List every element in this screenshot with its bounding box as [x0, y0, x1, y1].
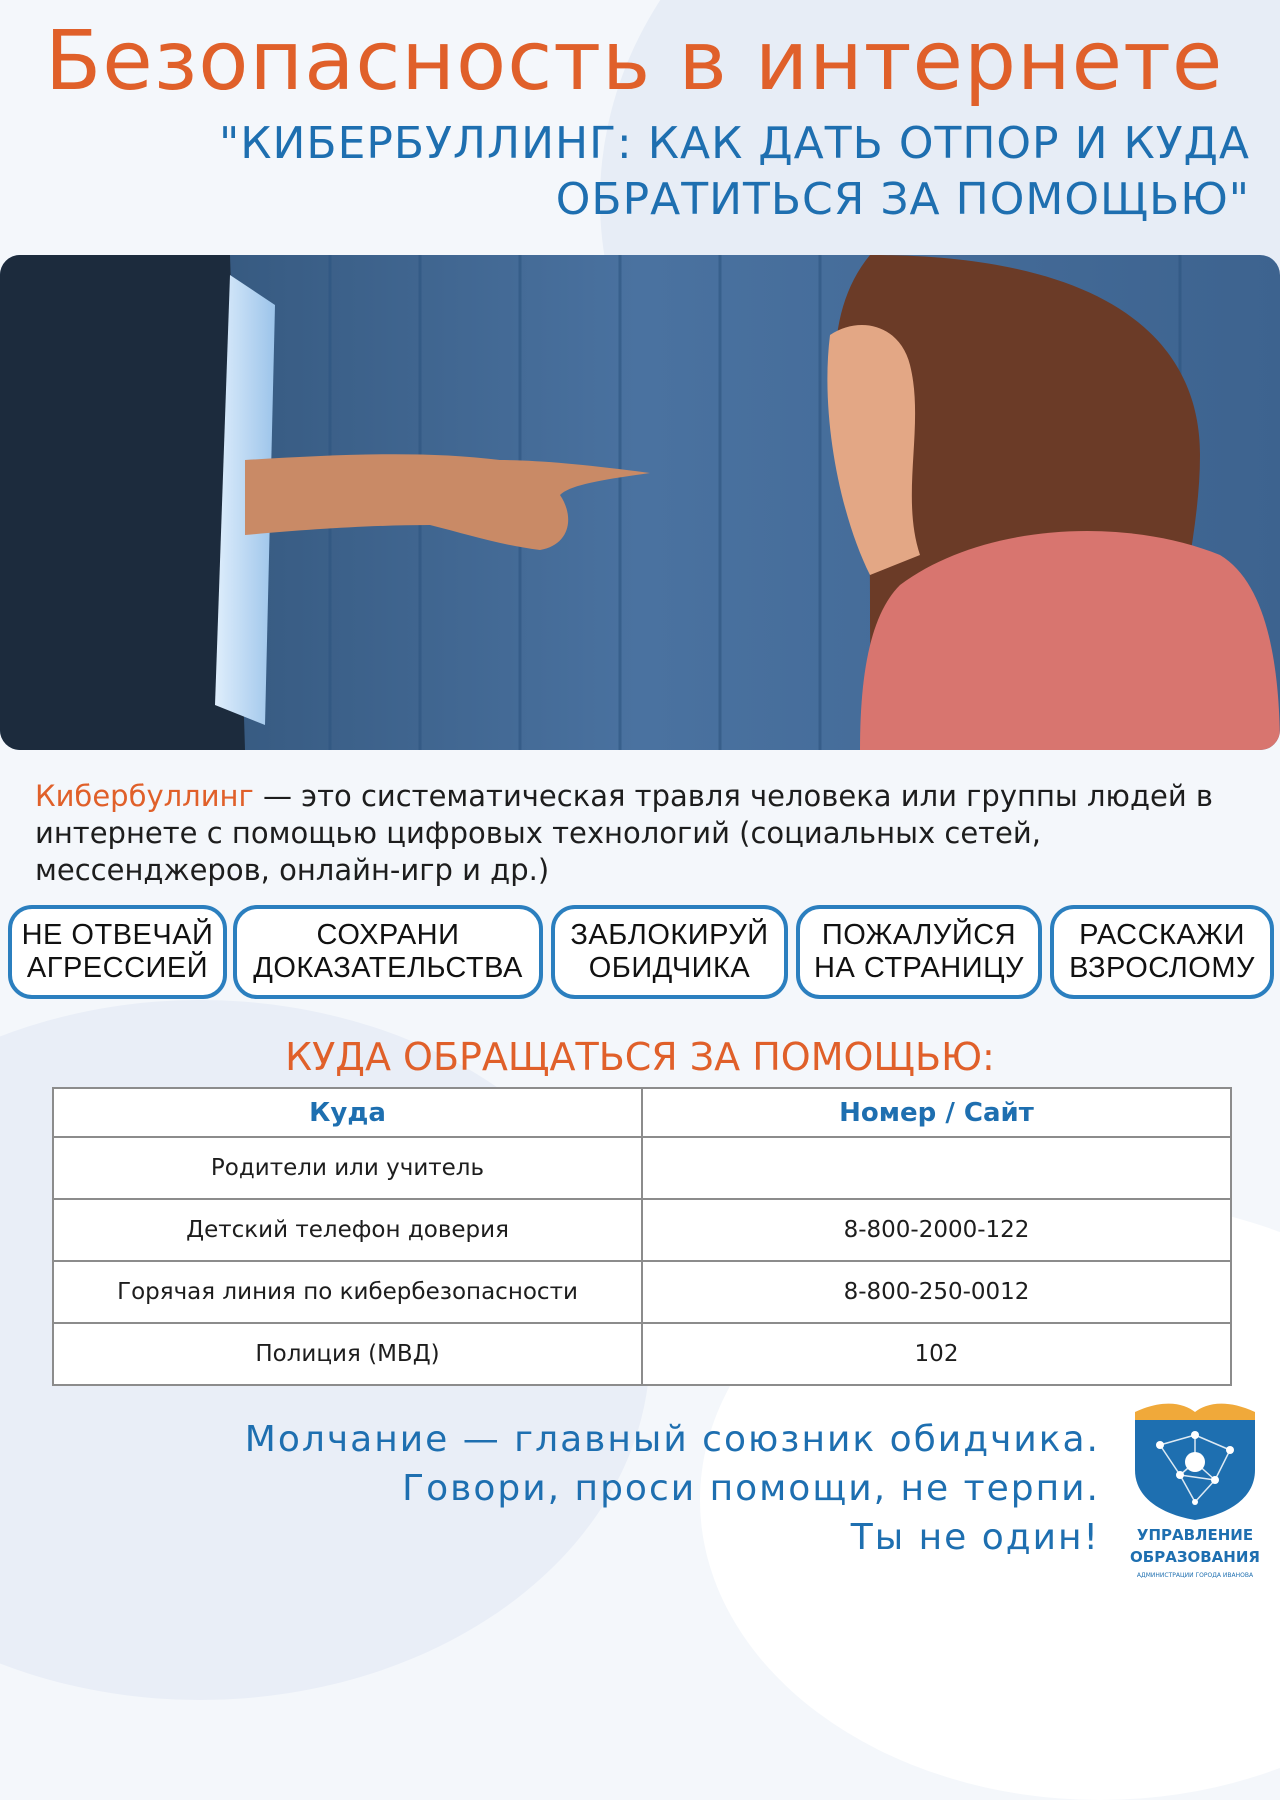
tip-card	[8, 905, 227, 999]
definition-text	[35, 778, 1255, 889]
table-row	[53, 1199, 1231, 1261]
tip-line: ПОЖАЛУЙСЯ	[821, 919, 1017, 951]
column-header: Куда	[53, 1088, 642, 1137]
tip-line: ДОКАЗАТЕЛЬСТВА	[253, 952, 523, 984]
slogan-line: Молчание — главный союзник обидчика.	[244, 1419, 1100, 1460]
table-row	[53, 1261, 1231, 1323]
table-cell	[642, 1137, 1231, 1199]
table-cell: 8-800-250-0012	[642, 1261, 1231, 1323]
table-row	[53, 1137, 1231, 1199]
organization-logo	[1125, 1390, 1265, 1600]
slogan-line: Ты не один!	[850, 1517, 1100, 1558]
tip-card	[551, 905, 788, 999]
slogan	[100, 1415, 1100, 1562]
tip-card	[233, 905, 543, 999]
help-section-title: КУДА ОБРАЩАТЬСЯ ЗА ПОМОЩЬЮ:	[285, 1035, 995, 1079]
tip-line: НЕ ОТВЕЧАЙ	[21, 919, 214, 951]
table-cell: 102	[642, 1323, 1231, 1385]
tip-line: РАССКАЖИ	[1079, 919, 1245, 951]
subtitle-line: "КИБЕРБУЛЛИНГ: КАК ДАТЬ ОТПОР И КУДА	[219, 118, 1250, 169]
table-header-row	[53, 1088, 1231, 1137]
page-subtitle	[150, 116, 1250, 228]
table-cell: Детский телефон доверия	[53, 1199, 642, 1261]
table-cell: 8-800-2000-122	[642, 1199, 1231, 1261]
table-cell: Горячая линия по кибербезопасности	[53, 1261, 642, 1323]
subtitle-line: ОБРАТИТЬСЯ ЗА ПОМОЩЬЮ"	[555, 174, 1250, 225]
page-title: Безопасность в интернете	[45, 14, 1224, 109]
table-cell: Родители или учитель	[53, 1137, 642, 1199]
tip-card	[1050, 905, 1274, 999]
tip-line: ВЗРОСЛОМУ	[1069, 952, 1255, 984]
logo-subtext: АДМИНИСТРАЦИИ ГОРОДА ИВАНОВА	[1136, 1572, 1254, 1579]
table-cell: Полиция (МВД)	[53, 1323, 642, 1385]
definition-term: Кибербуллинг	[35, 779, 254, 813]
tip-line: НА СТРАНИЦУ	[814, 952, 1024, 984]
tip-line: АГРЕССИЕЙ	[26, 952, 209, 984]
tip-card	[796, 905, 1042, 999]
table-row	[53, 1323, 1231, 1385]
tip-line: ОБИДЧИКА	[588, 952, 751, 984]
logo-line: УПРАВЛЕНИЕ	[1136, 1526, 1254, 1544]
tip-line: ЗАБЛОКИРУЙ	[570, 919, 769, 951]
tip-line: СОХРАНИ	[316, 919, 460, 951]
slogan-line: Говори, проси помощи, не терпи.	[402, 1468, 1100, 1509]
tips-row	[0, 905, 1280, 1005]
column-header: Номер / Сайт	[642, 1088, 1231, 1137]
logo-line: ОБРАЗОВАНИЯ	[1130, 1548, 1260, 1566]
logo-text	[1115, 1524, 1275, 1568]
definition-body: — это систематическая травля человека или группы людей в интернете с помощью цифровых технологий (социальных сетей, мессенджеров, онлайн-игр и др.)	[35, 779, 1214, 887]
logo-emblem-icon	[1125, 1390, 1265, 1520]
cyberbullying-photo	[0, 255, 1280, 750]
help-table	[52, 1087, 1232, 1386]
